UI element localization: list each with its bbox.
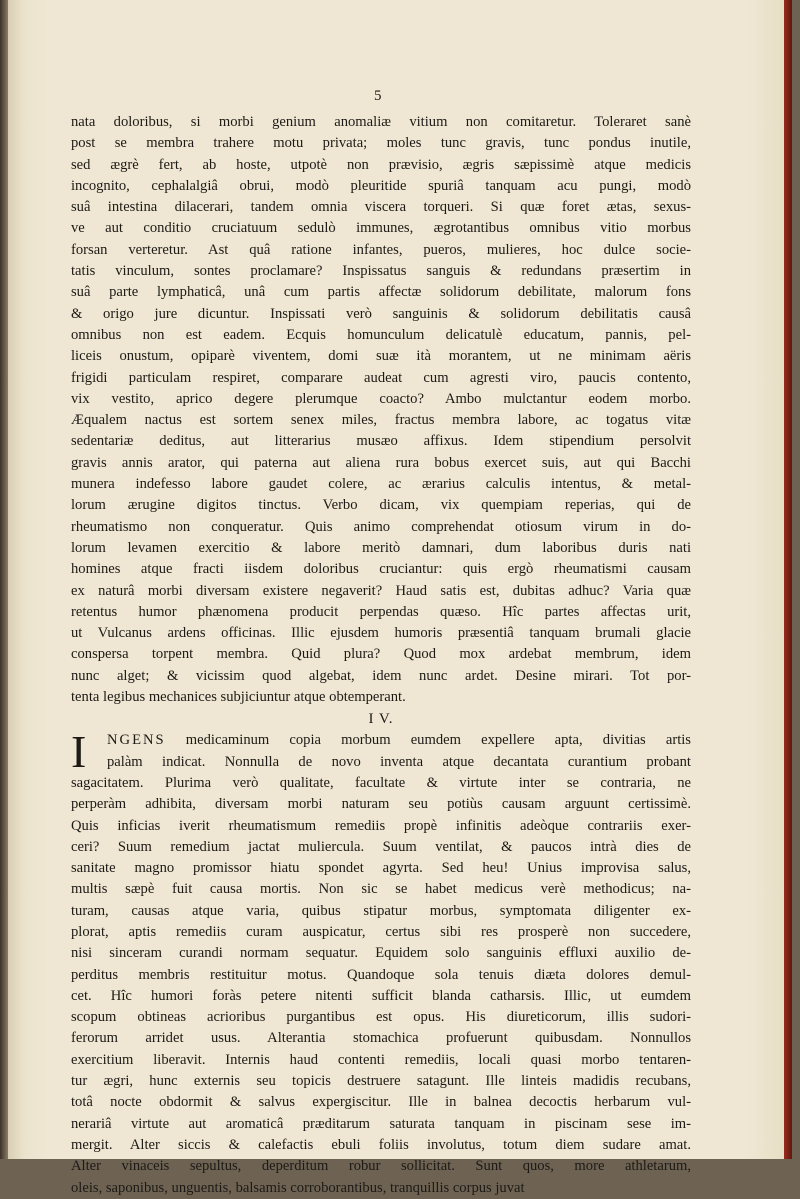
book-page (8, 0, 792, 1196)
text-line: totâ nocte obdormit & salvus expergiscitur. Ille in balnea decoctis herbarum vul- (71, 1094, 691, 1111)
drop-cap-letter: I (71, 726, 87, 778)
page-edge-red (784, 0, 792, 1159)
text-line: rheumatismo non conqueratur. Quis animo comprehendat otiosum virum in do- (71, 518, 691, 535)
text-line: munera indefesso labore gaudet colere, ac ærarius calculis intentus, & metal- (71, 476, 691, 493)
text-line: nata doloribus, si morbi genium anomaliæ vitium non comitaretur. Toleraret sanè (71, 114, 691, 130)
text-line: oleis, saponibus, unguentis, balsamis corroborantibus, tranquillis corpus juvat (71, 1179, 525, 1196)
text-line: tenta legibus mechanices subjiciuntur atque obtemperant. (71, 689, 406, 706)
text-line: scopum obtineas acrioribus purgantibus est opus. His diureticorum, illis sudori- (71, 1009, 691, 1026)
text-line: tur ægri, hunc externis seu topicis destruere satagunt. Ille linteis madidis recubans, (71, 1073, 691, 1090)
text-line: multis sæpè fuit causa mortis. Non sic se habet medicus verè methodicus; na- (71, 881, 691, 898)
section-heading: I V. (368, 711, 394, 728)
text-line: homines atque fracti iisdem doloribus cruciantur: quis ergò rheumatismi causam (71, 561, 691, 578)
text-line: mergit. Alter siccis & calefactis ebuli foliis involutus, totum diem sudare amat. (71, 1136, 691, 1153)
text-line: Alter vinaceis sepultus, deperditum robur sollicitat. Sunt quos, more athletarum, (71, 1158, 691, 1175)
text-line: frigidi particulam respiret, comparare audeat cum agresti viro, paucis contento, (71, 369, 691, 386)
page-number: 5 (374, 88, 382, 104)
line-text: medicaminum copia morbum eumdem expellere apta, divitias artis (165, 732, 691, 749)
text-line: incognito, cephalalgiâ obrui, modò pleuritide spuriâ tanquam acu pungi, modò (71, 177, 691, 194)
text-line: cet. Hîc humori foràs petere nitenti sufficit blanda catharsis. Illic, ut eumdem (71, 987, 691, 1004)
text-line: sed ægrè fert, ab hoste, utpotè non prævisio, ægris sæpissimè atque medicis (71, 156, 691, 173)
text-line: turam, causas atque varia, quibus stipatur morbus, symptomata diligenter ex- (71, 902, 691, 919)
opening-word: NGENS (107, 732, 166, 749)
text-line: lorum ærugine digitos tinctus. Verbo dicam, vix quempiam reperias, qui de (71, 497, 691, 514)
text-line: & origo jure dicuntur. Inspissati verò sanguinis & solidorum debilitatis causâ (71, 305, 691, 322)
text-line: ceri? Suum remedium jactat muliercula. Suum ventilat, & paucos intrà dies de (71, 838, 691, 855)
page-text (71, 112, 691, 1199)
text-line: perperàm adhibita, diversam morbi naturam seu potiùs causam arguunt certissimè. (71, 796, 691, 813)
text-line: ex naturâ morbi diversam existere negaverit? Haud satis est, dubitas adhuc? Varia quæ (71, 582, 691, 599)
text-line: nisi sinceram curandi normam sequatur. Equidem solo sanguinis effluxi auxilio de- (71, 945, 691, 962)
text-line: plorat, aptis remediis curam auspicatur, certus sibi res prosperè non succedere, (71, 923, 691, 940)
text-line: omnibus non est eadem. Ecquis homunculum delicatulè educatum, pannis, pel- (71, 326, 691, 343)
text-line: retentus humor phænomena producit perpendas quæso. Hîc partes affectas urit, (71, 603, 691, 620)
text-line: ut Vulcanus ardens officinas. Illic ejusdem humoris præsentiâ tanquam brumali glacie (71, 625, 691, 642)
text-line: palàm indicat. Nonnulla de novo inventa atque decantata curantium probant (107, 753, 691, 770)
text-line: forsan verteretur. Ast quâ ratione infantes, pueros, mulieres, hoc dulce socie- (71, 241, 691, 258)
text-line: conspersa torpent membra. Quid plura? Quod mox ardebat membrum, idem (71, 646, 691, 663)
text-line: sagacitatem. Plurima verò qualitate, facultate & virtute inter se contraria, ne (71, 774, 691, 791)
text-line: gravis annis arator, qui paterna aut aliena rura bobus exercet suis, aut qui Bacchi (71, 454, 691, 471)
paragraph-2 (71, 726, 691, 1199)
text-line: suâ intestina dilacerari, tandem omnia viscera torqueri. Si quæ foret ætas, sexus- (71, 199, 691, 216)
text-line: nerariâ virtute aut aromaticâ præditarum saturata tanquam in piscinam sese im- (71, 1115, 691, 1132)
text-line (71, 730, 691, 751)
text-line: vix vestito, aprico degere plerumque coacto? Ambo mulctantur eodem morbo. (71, 390, 691, 407)
text-line: liceis onustum, opiparè viventem, domi suæ ità morantem, ut ne minimam aëris (71, 348, 691, 365)
text-line: exercitium liberavit. Internis haud contenti remediis, locali quasi morbo tentaren- (71, 1051, 691, 1068)
book-gutter-edge (0, 0, 8, 1159)
text-line: post se membra trahere motu privata; moles tunc gravis, tunc pondus inutile, (71, 135, 691, 152)
text-line: sedentariæ deditus, aut litterarius musæo affixus. Idem stipendium persolvit (71, 433, 691, 450)
text-line: Æqualem nactus est sortem senex miles, fractus membra labore, ac togatus vitæ (71, 412, 691, 429)
text-line: ferorum arridet usus. Alterantia stomachica profuerunt quibusdam. Nonnullos (71, 1030, 691, 1047)
text-line: nunc alget; & vicissim quod algebat, idem nunc ardet. Desine mirari. Tot por- (71, 667, 691, 684)
text-line: tatis vinculum, sontes proclamare? Inspissatus sanguis & redundans præsertim in (71, 263, 691, 280)
text-line: suâ parte lymphaticâ, unâ cum partis affectæ solidorum debilitate, malorum fons (71, 284, 691, 301)
text-line: sanitate magno promissor hiatu spondet agyrta. Sed heu! Unius improvisa salus, (71, 860, 691, 877)
text-line: ve aut conditio cruciatuum sedulò immunes, ægrotantibus omnibus vitio morbus (71, 220, 691, 237)
text-line: Quis inficias iverit rheumatismum remediis propè infinitis adeòque contrariis exer- (71, 817, 691, 834)
paragraph-1 (71, 112, 691, 708)
text-line: perditus membris restituitur motus. Quandoque sola tenuis diæta dolores demul- (71, 966, 691, 983)
text-line: lorum levamen exercitio & labore meritò damnari, dum laboribus duris nati (71, 539, 691, 556)
